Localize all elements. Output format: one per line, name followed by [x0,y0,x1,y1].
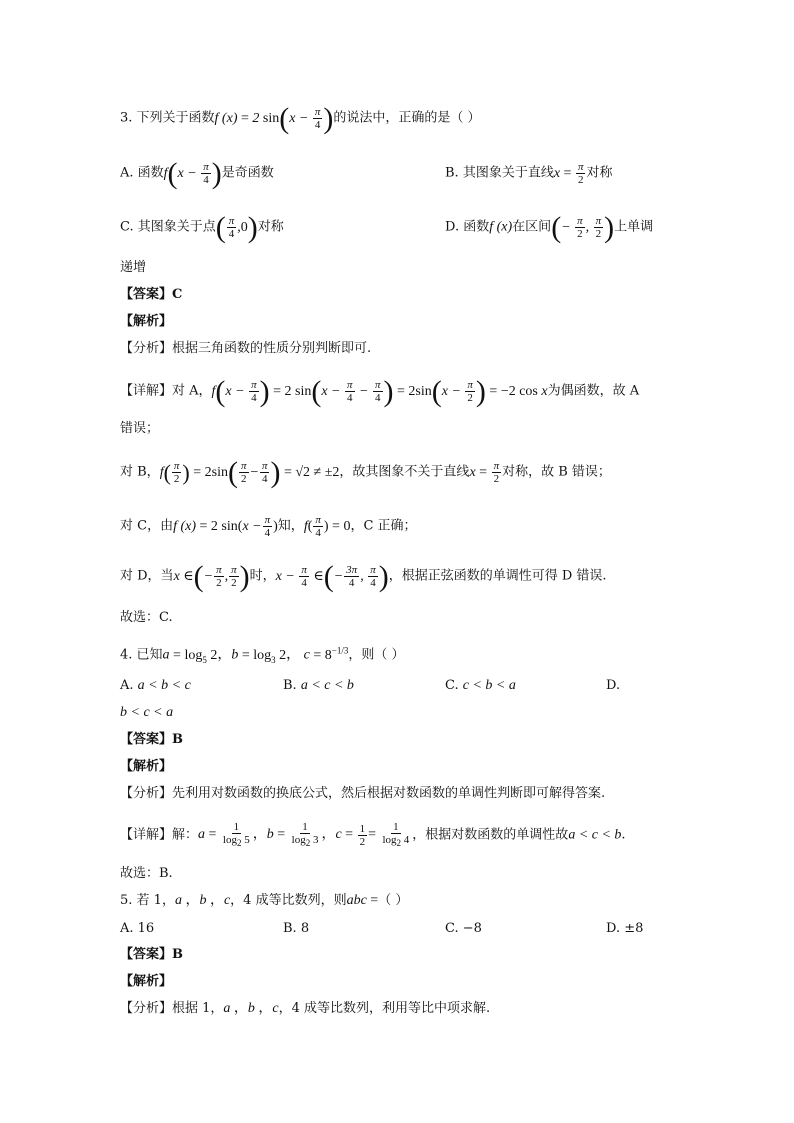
q4-choose: 故选：B. [120,866,173,881]
q3-stem-formula: f (x) = 2 sin(x − $\frac{\pi}{4}$ ) [214,101,334,135]
q3-detail-a-post: 为偶函数，故 A [547,383,640,399]
q5-jiexi: 【解析】 [120,974,173,989]
q4-option-d-formula [120,703,173,723]
q3-stem-pre: 3. 下列关于函数 [120,110,215,126]
q3-detail-b-mid: ，故其图象不关于直线 [339,464,470,480]
q3-option-c-formula: ( $\frac{\pi}{4}$ ,0) [215,210,258,244]
q3-option-d-mid: 在区间 [512,219,552,235]
q4-stem [120,640,404,669]
q3-detail-c-value: f( $\frac{\pi}{4}$ ) = 0 [303,514,351,539]
q4-detail-period: . [621,827,626,843]
q5-fenxi-post: ，4 成等比数列，利用等比中项求解. [278,1001,491,1016]
q3-detail-c [120,514,417,539]
q3-detail-b-line: x = $\frac{\pi}{2}$ [469,460,500,485]
q4-option-d-text: b < c < a [120,705,174,720]
q3-option-a-formula: f(x − $\frac{\pi}{4}$ ) [163,156,222,190]
q3-option-c [120,210,284,244]
q3-option-d-func: f (x) [489,219,513,235]
q5-option-c: C. −8 [445,921,482,936]
q4-option-b [283,676,354,696]
q4-option-a-label: A. [120,678,134,693]
q4-option-d [606,676,620,696]
q3-detail-b-pre: 对 B， [120,464,160,480]
q3-option-b [445,161,612,186]
q3-detail-d-mid: 时， [249,568,276,584]
q5-option-b: B. 8 [283,921,310,936]
q3-option-b-formula: x = $\frac{\pi}{2}$ [553,161,584,186]
q3-detail-d-domain: x ∈(− $\frac{\pi}{2}$ , $\frac{\pi}{2}$ ) [173,559,250,593]
q4-option-a-formula: a < b < c [137,678,191,693]
q3-fenxi-text: 【分析】根据三角函数的性质分别判断即可. [120,341,372,356]
q3-option-d-text: 上单调 [614,219,654,235]
q3-option-c-label: C. 其图象关于点 [120,219,216,235]
q4-detail-pre: 【详解】解： [120,827,199,843]
q5-fenxi-vars: a ，b ，c [223,1001,279,1016]
q3-detail-d-pre: 对 D，当 [120,568,174,584]
q5-stem-post: ，4 成等比数列，则 [230,893,347,908]
q3-detail-b [120,455,611,489]
q3-detail-c-formula: f (x) = 2 sin(x − $\frac{\pi}{4}$ ) [173,514,278,539]
q3-detail-d-post: ，根据正弦函数的单调性可得 D 错误. [388,568,607,584]
q3-jiexi: 【解析】 [120,314,173,329]
q5-stem-formula: abc = [346,893,379,908]
q3-option-a [120,156,274,190]
q3-detail-a [120,374,640,408]
q3-option-d-interval: (− $\frac{\pi}{2}$ , $\frac{\pi}{2}$ ) [551,210,615,244]
q4-answer: 【答案】B [120,732,183,747]
q4-fenxi [120,784,605,804]
q3-stem [120,101,481,135]
q3-option-b-text: 对称 [586,165,613,181]
q3-answer: 【答案】C [120,287,183,302]
q4-stem-formula: $a = \log_5 2$，$b = \log_3 2$， $c = 8^{-1/3}$ [162,645,349,665]
q3-stem-post: 的说法中，正确的是（ ） [333,110,481,126]
q4-option-c-label: C. [445,678,459,693]
q3-detail-b-formula: f( $\frac{\pi}{2}$ ) = 2sin( $\frac{\pi}{2}$ − $\frac{\pi}{4}$ ) = √2 ≠ ±2 [159,455,340,489]
q4-detail-result: a < c < b [568,827,622,843]
q3-detail-c-mid: 知， [277,518,304,534]
q4-option-b-label: B. [283,678,297,693]
q4-detail-formula: a = $\frac{1}{\log_2 5}$ ，b = $\frac{1}{\log_2 3}$ ，c = $\frac{1}{2}$ = $\frac{1}{\log_2 4}$ [198,821,410,849]
q3-detail-a-wrap: 错误； [120,421,160,436]
q3-detail-c-post: ，C 正确； [350,518,417,534]
q4-stem-post: ，则（ ） [348,647,405,663]
q3-option-c-text: 对称 [257,219,284,235]
q3-detail-d-range: x − $\frac{\pi}{4}$ ∈(− $\frac{3\pi}{4}$ , $\frac{\pi}{4}$ ) [275,559,389,593]
q4-jiexi: 【解析】 [120,759,173,774]
q4-stem-pre: 4. 已知 [120,647,163,663]
q5-stem-end: （ ） [378,893,409,908]
q3-option-a-label: A. 函数 [120,165,164,181]
q3-detail-a-pre: 【详解】对 A， [120,383,212,399]
q4-option-c [445,676,516,696]
q5-option-d: D. ±8 [606,921,644,936]
q3-option-d-wrap: 递增 [120,260,147,275]
q5-answer: 【答案】B [120,947,183,962]
q3-option-b-label: B. 其图象关于直线 [445,165,554,181]
q4-option-a [120,676,191,696]
q4-detail [120,821,626,849]
q5-stem-pre: 5. 若 1， [120,893,175,908]
q3-detail-a-formula: f(x − $\frac{\pi}{4}$ ) = 2 sin(x − $\frac{\pi}{4}$ − $\frac{\pi}{4}$ ) = 2sin(x − $\frac{\pi}{2}$ ) = −2 cos x [211,374,548,408]
q4-detail-post: ，根据对数函数的单调性故 [412,827,569,843]
q5-option-a: A. 16 [120,921,155,936]
q3-fenxi [120,339,371,359]
q5-fenxi [120,999,490,1019]
q3-option-a-text: 是奇函数 [221,165,274,181]
q5-stem [120,891,408,911]
q3-detail-d [120,559,607,593]
q5-fenxi-pre: 【分析】根据 1， [120,1001,224,1016]
q3-option-d-label: D. 函数 [445,219,490,235]
q3-option-d [445,210,654,244]
q4-option-d-label: D. [606,678,621,693]
q5-stem-vars: a ，b ，c [174,893,231,908]
q4-option-b-formula: a < c < b [300,678,354,693]
q4-fenxi-text: 【分析】先利用对数函数的换底公式，然后根据对数函数的单调性判断即可解得答案. [120,786,606,801]
q4-option-c-formula: c < b < a [462,678,516,693]
q3-choose: 故选：C. [120,610,173,625]
q3-detail-c-pre: 对 C，由 [120,518,174,534]
q3-detail-b-post: 对称，故 B 错误； [502,464,611,480]
